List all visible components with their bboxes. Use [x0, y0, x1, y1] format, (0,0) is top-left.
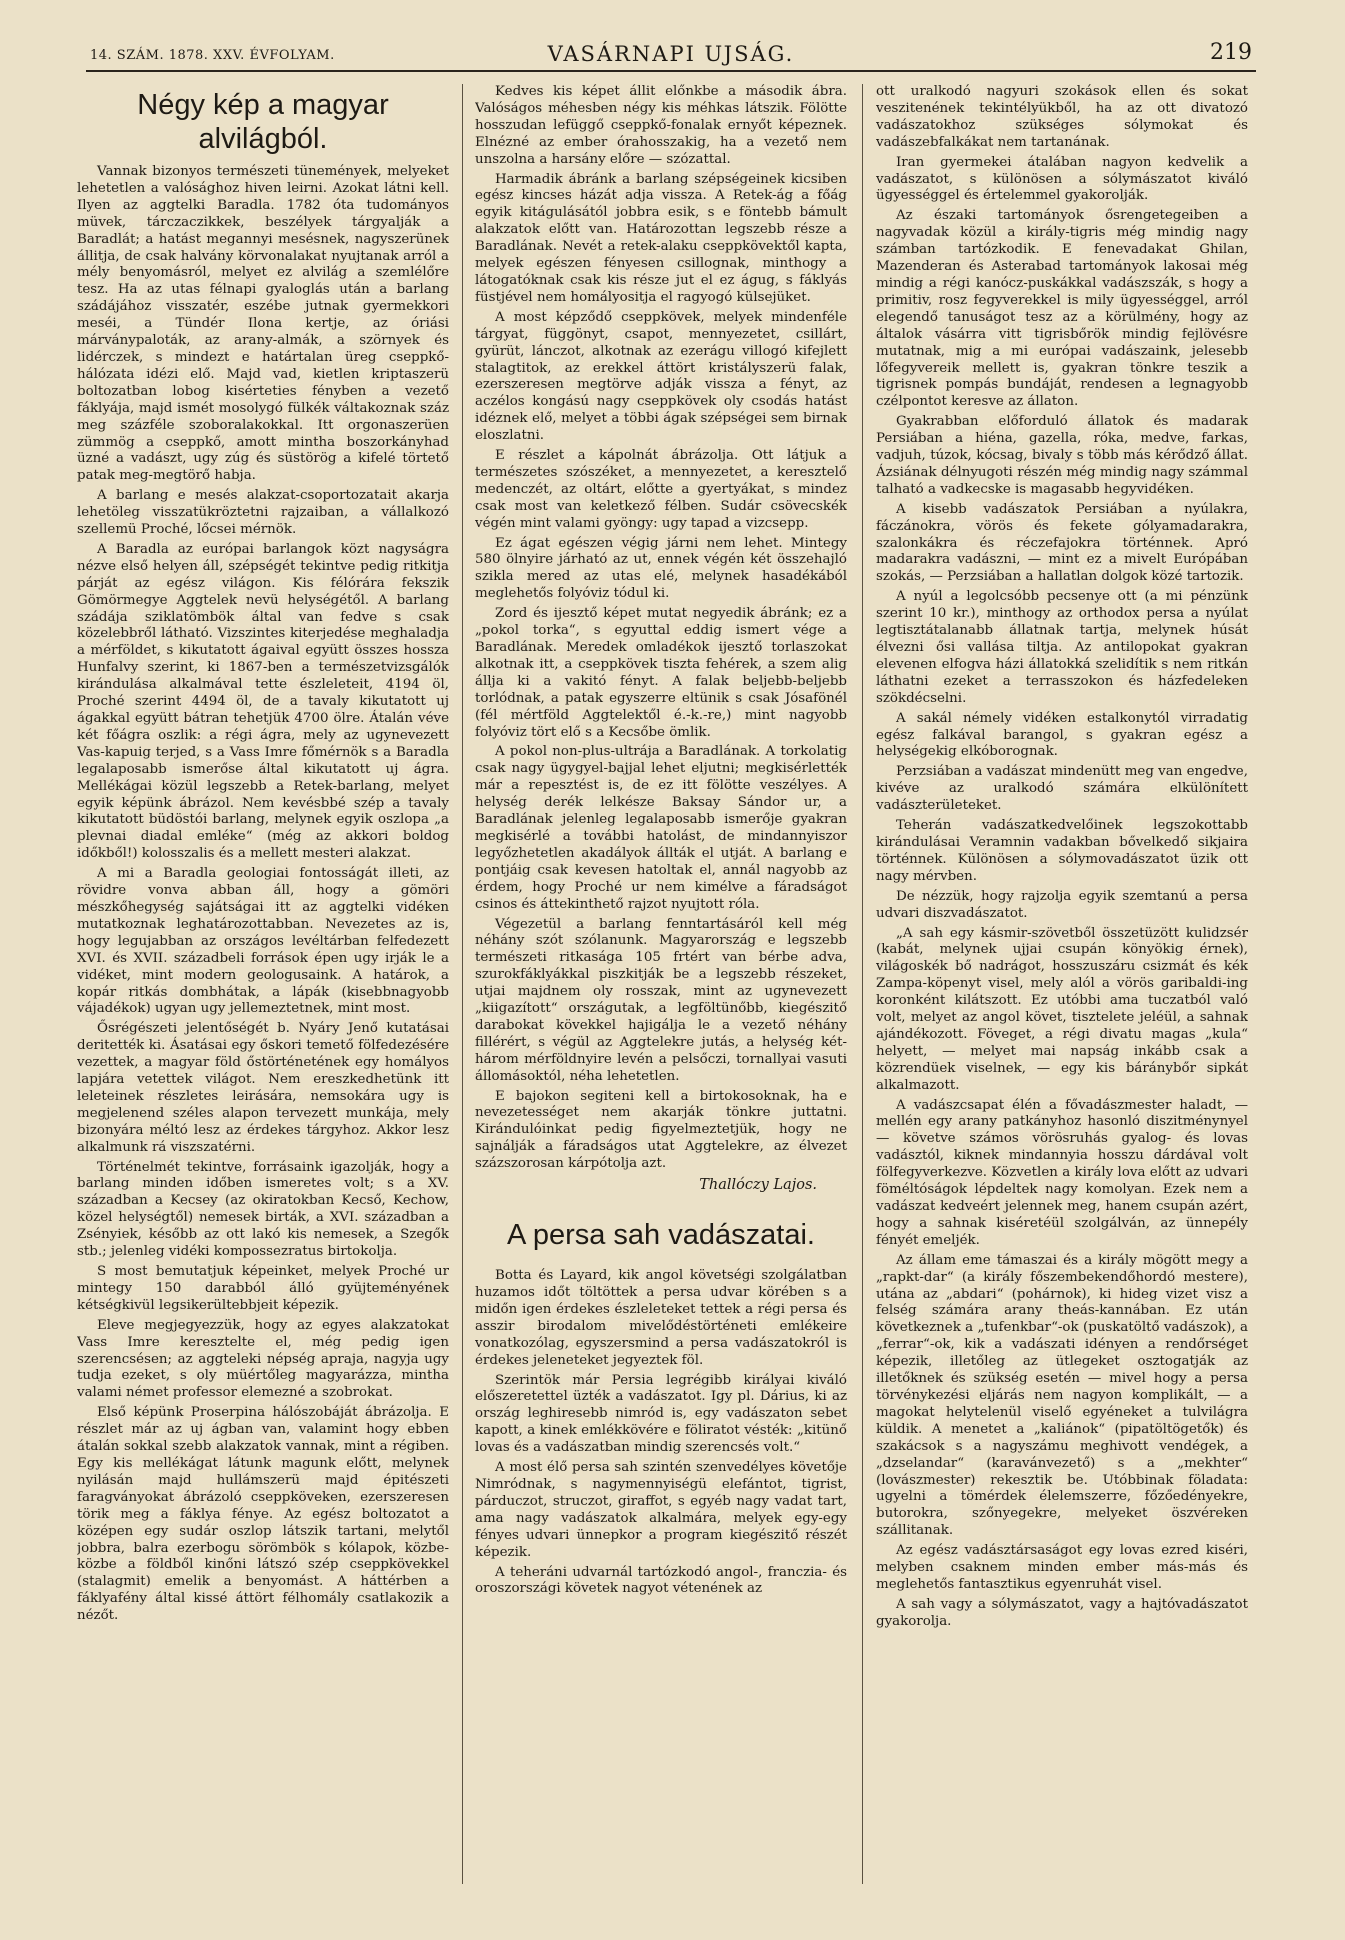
masthead-title: VASÁRNAPI UJSÁG.	[547, 42, 795, 66]
paragraph: Harmadik ábránk a barlang szépségeinek kicsiben egész kincses házát adja vissza. A Retek-ág a főág egyik kitágulásától jobbra esik, s e föntebb bámult alakzatok előtt van. Határozottan legszebb része a Baradlának. Nevét a retek-alaku cseppkövektől kapta, melyek egészen fényesen csillognak, minthogy a látogatóknak csak kis része jut el ez águg, s fáklyás füstjével nem homályositja el ragyogó külsejüket.	[475, 171, 847, 305]
paragraph: E bajokon segiteni kell a birtokosoknak, ha e nevezetességet nem akarják tönkre juttatni. Kirándulóinkat pedig figyelmeztetjük, hogy ne sajnálják a fáradságos utat Aggtelekre, az élvezet százszorosan kárpótolja azt.	[475, 1088, 847, 1172]
column-rule	[462, 84, 463, 1884]
paragraph: Teherán vadászatkedvelőinek legszokottabb kirándulásai Veramnin vadakban bővelkedő sikjaira történnek. Különösen a sólymovadászatot üzik ott nagy mérvben.	[876, 818, 1248, 884]
paragraph: Szerintök már Persia legrégibb királyai kiváló előszeretettel üzték a vadászatot. Igy pl. Dárius, ki az ország leghiresebb nimród is, egy vadászaton sebet kapott, a kinek emlékkövére e föliratot vésték: „kitünő lovas és a vadászatban mindig szerencsés volt.“	[475, 1372, 847, 1456]
paragraph: A most képződő cseppkövek, melyek mindenféle tárgyat, függönyt, csapot, mennyezetet, csillárt, gyürüt, lánczot, alkotnak az ezerágu villogó kifejlett stalagtitok, az erekkel áttört kristályszerü falak, ezerszeresen megtörve adják vissza a fényt, az aczélos kongású nagy cseppkövek oly csodás hatást idéznek elő, melyet a többi ágak szépségei sem birnak eloszlatni.	[475, 309, 847, 444]
paragraph: Iran gyermekei átalában nagyon kedvelik a vadászatot, s különösen a sólymászatot kiváló ügyességgel és értelemmel gyakorolják.	[876, 154, 1248, 204]
paragraph: De nézzük, hogy rajzolja egyik szemtanú a persa udvari diszvadászatot.	[876, 888, 1248, 921]
paragraph: A pokol non-plus-ultrája a Baradlának. A torkolatig csak nagy ügygyel-bajjal lehet eljutni; megkisérlették már a repesztést is, de ez itt fölötte veszélyes. A helység derék lelkésze Baksay Sándor ur, a Baradlának jelenleg legalaposabb ismerője gyakran megkisérlé a további hatolást, de mindannyiszor legyőzhetetlen akadályok állták el utját. A barlang e pontjáig csak kevesen hatoltak el, annál nagyobb az érdem, hogy Proché ur nem kimélve a fáradságot csinos és áttekinthető rajzot nyujtott róla.	[475, 744, 847, 912]
article-title: A persa sah vadászatai.	[507, 1219, 815, 1252]
paragraph: A Baradla az európai barlangok közt nagyságra nézve első helyen áll, szépségét tekintve pedig ritkitja párját az egész világon. Kis félórára fekszik Gömörmegye Aggtelek nevü helységétől. A barlang szádája sziklatömbök által van fedve s csak közelebbről látható. Vizszintes kiterjedése meghaladja a mérföldet, s kikutatott ágaival együtt összes hossza Hunfalvy szerint, ki 1867-ben a természetvizsgálók kirándulása alkalmával tette észleleteit, 4194 öl, Proché szerint 4494 öl, de a tavaly kikutatott uj ágakkal együtt bátran tehetjük 4700 ölre. Átalán véve két főágra oszlik: a régi ágra, mely az ugynevezett Vas-kapuig terjed, s a Vass Imre főmérnök s a Baradla legalaposabb ismerőse által kikutatott uj ágra. Mellékágai közül legszebb a Retek-barlang, melyet egyik képünk ábrázol. Nem kevésbbé szép a tavaly kikutatott büdöstói barlang, melynek egyik oszlopa „a plevnai diadal emléke“ (még az akkori boldog időkből!) kolosszalis és a mellett mesteri alakzat.	[77, 541, 449, 862]
paragraph: Eleve megjegyezzük, hogy az egyes alakzatokat Vass Imre keresztelte el, még pedig igen szerencsésen; az aggteleki népség apraja, nagyja ugy tudja ezeket, s oly müértőleg magyarázza, mintha valami német professor elemezné a szobrokat.	[77, 1317, 449, 1401]
paragraph: ott uralkodó nagyuri szokások ellen és sokat veszitenének tekintélyükből, ha az ott divatozó vadászatokhoz szükséges sólymokat és vadászebfalkákat nem tartanának.	[876, 84, 1248, 150]
paragraph: A sakál némely vidéken estalkonytól virradatig egész falkával barangol, s gyakran egész a helységekig elkóborognak.	[876, 710, 1248, 760]
paragraph: Történelmét tekintve, forrásaink igazolják, hogy a barlang minden időben ismeretes volt; s a XV. században a Kecsey (az okiratokban Kecső, Kechow, közel helységtől) nemesek birták, a XVI. században a Zsényiek, később az ott lakó kis nemesek, a Szegők stb.; jelenleg vidéki kompossezratus birtokolja.	[77, 1159, 449, 1260]
paragraph: Zord és ijesztő képet mutat negyedik ábránk; ez a „pokol torka“, s egyuttal eddig ismert vége a Baradlának. Meredek omladékok ijesztő torlaszokat alkotnak itt, a cseppkövek tiszta fehérek, a szem alig állja ki a vakitó fényt. A falak beljebb-beljebb torlódnak, a patak egyszerre eltünik s csak Jósafönél (fél mértföld Aggtelektől é.-k.-re,) mint nagyobb folyóviz tört elő s a Kecsőbe ömlik.	[475, 606, 847, 740]
paragraph: A nyúl a legolcsóbb pecsenye ott (a mi pénzünk szerint 10 kr.), minthogy az orthodox persa a nyúlat legtisztátalanabb állatnak tartja, melynek húsát élvezni ősi vallása tiltja. Az antilopokat gyakran elevenen elfogva házi állatokká szelidítik s nem ritkán láthatni ezeket a terrasszokon és házfedeleken szökdécselni.	[876, 589, 1248, 706]
issue-info: 14. SZÁM. 1878. XXV. ÉVFOLYAM.	[90, 48, 335, 63]
paragraph: Botta és Layard, kik angol követségi szolgálatban huzamos időt töltöttek a persa udvar körében s a midőn igen érdekes észleleteket tettek a régi persa és asszir birodalom mivelődéstörténeti emlékeire vonatkozólag, egyszersmind a persa vadászatokról is érdekes jeleneteket jegyeztek föl.	[475, 1268, 847, 1368]
paragraph: Az északi tartományok ősrengetegeiben a nagyvadak közül a király-tigris még mindig nagy számban tartózkodik. E fenevadakat Ghilan, Mazenderan és Asterabad tartományok lakosai még mindig a régi kanócz-puskákkal vadászszák, s hogy a primitiv, rosz fegyverekkel is mily ügyességgel, arról elegendő tanuságot tesz az a körülmény, hogy az általok vásárra vitt tigrisbőrök mindig fejlövésre mutatnak, mig a mi európai vadászaink, jelesebb lőfegyvereik mellett is, gyakran tönkre teszik a tigrisnek pompás bundáját, rendesen a legnagyobb czélpontot keresve az állaton.	[876, 208, 1248, 410]
paragraph: Az állam eme támaszai és a király mögött megy a „rapkt-dar“ (a király főszembekendőhordó mestere), utána az „abdari“ (pohárnok), ki hideg vizet visz a felség számára arany theás-kannában. Ez után következnek a „tufenkbar“-ok (puskatöltő vadászok), a „ferrar“-ok, kik a vadászati idényen a rendőrséget képezik, illetőleg az ütlegeket osztogatják az illetőknek és szükség esetén — mivel hogy a persa törvénykezési eljárás nem nagyon komplikált, — a magokat helytelenül viselő egyéneket a tulvilágra küldik. A menetet a „kaliánok“ (pipatöltögetők) és szakácsok s a nagyszámu meghivott vendégek, a „dzselandar“ (karavánvezető) s a „mekhter“ (lovászmester) rekesztik be. Utóbbinak föladata: ugyelni a tömérdek élelemszerre, főzőedényekre, butorokra, szőnyegekre, melyeket öszvéreken szállitanak.	[876, 1252, 1248, 1539]
paragraph: A sah vagy a sólymászatot, vagy a hajtóvadászatot gyakorolja.	[876, 1596, 1248, 1629]
article-title: Négy kép a magyar alvilágból.	[137, 89, 389, 155]
paragraph: Végezetül a barlang fenntartásáról kell még néhány szót szólanunk. Magyarország e legszebb természeti ritkasága 105 frtért van bérbe adva, szurokfáklyákkal piszkitják be a legszebb részeket, utjai majdnem oly rosszak, mint az ugynevezett „kiigazított“ országutak, a legföltünőbb, kiegészitő darabokat kövekkel hajigálja le a vezető néhány fillérért, s végül az Aggtelekre jutás, a helység két-három mérföldnyire levén a pelsőczi, tornallyai vasuti állomásoktól, néha lehetetlen.	[475, 916, 847, 1084]
paragraph: Gyakrabban előforduló állatok és madarak Persiában a hiéna, gazella, róka, medve, farkas, vadjuh, túzok, kócsag, bivaly s több más kérődző állat. Ázsiának délnyugoti részén még mindig nagy számmal talható a vadkecske is magasabb hegyvidéken.	[876, 414, 1248, 497]
paragraph: Ősrégészeti jelentőségét b. Nyáry Jenő kutatásai deritették ki. Ásatásai egy őskori temető fölfedezésére vezettek, a magyar föld őstörténetének egy homályos lapjára vetettek világot. Nem ereszkedhetünk itt leleteinek részletes leirására, nemsokára ugy is megjelenend széles alapon tervezett munkája, mely bizonyára méltó lesz az érdekes tárgyhoz. Akkor lesz alkalmunk rá viszszatérni.	[77, 1021, 449, 1155]
column-rule	[862, 84, 863, 1884]
column-2	[475, 84, 847, 1884]
paragraph: Első képünk Proserpina hálószobáját ábrázolja. E részlet már az uj ágban van, valamint hogy ebben átalán sokkal szebb alakzatok vannak, mint a régiben. Egy kis mellékágat látunk magunk előtt, melynek nyilásán majd hullámszerü majd épitészeti faragványokat ábrázoló cseppköveken, ezerszeresen törik meg a fáklya fénye. Az egész boltozatot a középen egy sudár oszlop látszik tartani, melytől jobbra, balra ezerbogu sörömbök s kólapok, közbe-közbe a földből kinőni látszó szép cseppkövekkel (stalagmit) emelik a benyomást. A háttérben a fáklyafény által kissé áttört félhomály csatlakozik a nézőt.	[77, 1405, 449, 1624]
paragraph: „A sah egy kásmir-szövetből összetüzött kulidzsér (kabát, melynek ujjai csupán könyökig érnek), világoskék bő nadrágot, hosszuszáru csizmát és kék Zampa-köpenyt visel, mely alól a vörös garibaldi-ing koronként kilátszott. Ez utóbbi ama tuczatból való volt, melyet az angol követ, tisztelete jeléül, a sahnak ajándékozott. Föveget, a régi divatu magas „kula“ helyett, — melyet mai napság inkább csak a közrendüek viselnek, — egy kis báránybőr sipkát alkalmazott.	[876, 925, 1248, 1093]
paragraph: A barlang e mesés alakzat-csoportozatait akarja lehetöleg visszatükröztetni rajzaiban, a vállalkozó szellemü Proché, lőcsei mérnök.	[77, 488, 449, 538]
paragraph: Perzsiában a vadászat mindenütt meg van engedve, kivéve az uralkodó számára elkülönített vadászterületeket.	[876, 764, 1248, 814]
page-number: 219	[1210, 40, 1252, 65]
page-header	[86, 40, 1256, 72]
paragraph: S most bemutatjuk képeinket, melyek Proché ur mintegy 150 darabból álló gyüjteményének kétségkivül legsikerültebbjeit képezik.	[77, 1264, 449, 1313]
paragraph: A kisebb vadászatok Persiában a nyúlakra, fáczánokra, vörös és fekete gólyamadarakra, szalonkákra és réczefajokra történnek. Apró madarakra vadászni, — mint ez a mivelt Európában szokás, — Perzsiában a hallatlan dolgok közé tartozik.	[876, 501, 1248, 585]
paragraph: Kedves kis képet állit előnkbe a második ábra. Valóságos méhesben négy kis méhkas látszik. Fölötte hosszudan lefüggő cseppkő-fonalak ernyőt képeznek. Elnézné az ember órahosszakig, ha a vezető nem unszolna a harsány előre — szózattal.	[475, 84, 847, 167]
paragraph: Ez ágat egészen végig járni nem lehet. Mintegy 580 ölnyire járható az ut, ennek végén két összehajló szikla mered az utas elé, melynek hasadékából meglehetős folyóviz tódul ki.	[475, 535, 847, 602]
paragraph: A mi a Baradla geologiai fontosságát illeti, az rövidre vonva abban áll, hogy a gömöri mészkőhegység sajátságai itt az aggtelki vidéken mutatkoznak leghatározottabban. Nevezetes az is, hogy legujabban az országos levéltárban felfedezett XVI. és XVII. századbeli források épen ugy irják le a vidéket, mint modern geologusaink. A határok, a kopár ritkás dombhátak, a lápák (kisebbnagyobb vájadékok) ugyan ugy jellemeztetnek, mint most.	[77, 866, 449, 1017]
paragraph: A vadászcsapat élén a fővadászmester haladt, — mellén egy arany patkányhoz hasonló diszitménynyel — követve számos vörösruhás gyalog- és lovas vadásztól, kiknek mindannyia hosszu dárdával volt fölfegyverkezve. Közvetlen a király lova előtt az udvari föméltóságok lépdeltek nagy komolyan. Ezek nem a vadászat kedveért jelennek meg, hanem csupán azért, hogy a sahnak kiséretéül szolgálván, az ünnepély fényét emeljék.	[876, 1097, 1248, 1248]
column-1	[77, 84, 449, 1884]
author-signature: Thallóczy Lajos.	[699, 1177, 817, 1194]
paragraph: A teheráni udvarnál tartózkodó angol-, franczia- és oroszországi követek nagyot vétenének az	[475, 1564, 847, 1597]
paragraph: Vannak bizonyos természeti tünemények, melyeket lehetetlen a valósághoz hiven leirni. Azokat látni kell. Ilyen az aggtelki Baradla. 1782 óta tudományos müvek, tárczaczikkek, beszélyek tárgyalják a Baradlát; a hatást megannyi mesésnek, nagyszerünek állitja, de csak halvány körvonalakat nyujtanak arról a mély benyomásról, melyet ez alvilág a szemlélőre tesz. Ha az utas félnapi gyaloglás után a barlang szádájához visszatér, eszébe jutnak gyermekkori meséi, a Tündér Ilona kertje, az óriási márványpaloták, az arany-almák, a szörnyek és lidérczek, s mindezt e határtalan üreg cseppkő-hálózata idézi elő. Majd vad, kietlen kriptaszerü boltozatban lobog kisérteties fényben a vezető fáklyája, majd ismét mosolygó fülkék váltakoznak száz meg százféle szoboralakokkal. Itt orgonaszerüen zümmög a cseppkő, amott mintha boszorkányhad üzné a vadászt, ugy zúg és süstörög a kifelé törtető patak meg-megtörő habja.	[77, 164, 449, 484]
paragraph: Az egész vadásztársaságot egy lovas ezred kiséri, melyben csaknem minden ember más-más és meglehetős fantasztikus egyenruhát visel.	[876, 1543, 1248, 1592]
paragraph: A most élő persa sah szintén szenvedélyes követője Nimródnak, s nagymennyiségü elefántot, tigrist, párduczot, struczot, giraffot, s egyéb nagy vadat tart, ama nagy vadászatok alkalmára, melyek egy-egy fényes udvari ünnepkor a program kiegészitő részét képezik.	[475, 1460, 847, 1560]
paragraph: E részlet a kápolnát ábrázolja. Ott látjuk a természetes szószéket, a mennyezetet, a keresztelő medenczét, az oltárt, előtte a gyertyákat, s mindez csak most van keletkező félben. Sudár csövecskék végén mint valami gyöngy: ugy tapad a vizcsepp.	[475, 448, 847, 531]
column-3	[876, 84, 1248, 1884]
